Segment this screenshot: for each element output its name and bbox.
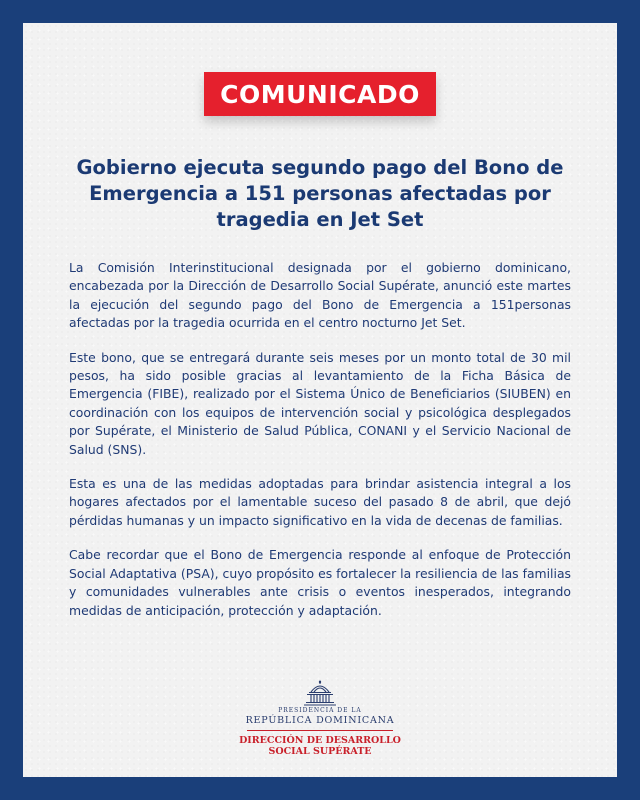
headline [63, 155, 577, 233]
paragraph-2: Este bono, que se entregará durante seis meses por un monto total de 30 mil pesos, ha sido posible gracias al levantamiento de la Ficha Básica de Emergencia (FIBE), realizado por el Sistema Único de Beneficiarios (SIUBEN) en coordinación con los equipos de intervención social y psicológica desplegados por Supérate, el Ministerio de Salud Pública, CONANI y el Servicio Nacional de Salud (SNS). [69, 349, 571, 457]
logo-direccion-line-1: DIRECCIÓN DE DESARROLLO [239, 735, 401, 746]
paragraph-4: Cabe recordar que el Bono de Emergencia responde al enfoque de Protección Social Adaptativa (PSA), cuyo propósito es fortalecer la resiliencia de las familias y comunidades vulnerables ante crisis o eventos inesperados, integrando medidas de anticipación, protección y adaptación. [69, 547, 571, 618]
paragraph-1: La Comisión Interinstitucional designada por el gobierno dominicano, encabezada por la Dirección de Desarrollo Social Supérate, anunció este martes la ejecución del segundo pago del Bono de Emergencia a 151personas afectadas por la tragedia ocurrida en el centro nocturno Jet Set. [69, 260, 571, 331]
logo-direccion-line-2: SOCIAL SUPÉRATE [268, 746, 372, 757]
logo-presidencia-text: PRESIDENCIA DE LA [278, 707, 362, 714]
comunicado-badge: COMUNICADO [204, 72, 436, 116]
press-release-card [23, 23, 617, 777]
headline-line-3: tragedia en Jet Set [216, 208, 424, 231]
article-body [69, 259, 571, 636]
logo-divider [247, 730, 393, 731]
logo-republica-text: REPÚBLICA DOMINICANA [245, 715, 395, 726]
headline-line-1: Gobierno ejecuta segundo pago del Bono de [76, 156, 564, 179]
national-palace-dome-icon [303, 680, 337, 706]
headline-line-2: Emergencia a 151 personas afectadas por [89, 182, 551, 205]
paragraph-3: Esta es una de las medidas adoptadas para brindar asistencia integral a los hogares afectados por el lamentable suceso del pasado 8 de abril, que dejó pérdidas humanas y un impacto significativo en la vida de decenas de familias. [69, 476, 571, 528]
institution-logo [23, 680, 617, 780]
